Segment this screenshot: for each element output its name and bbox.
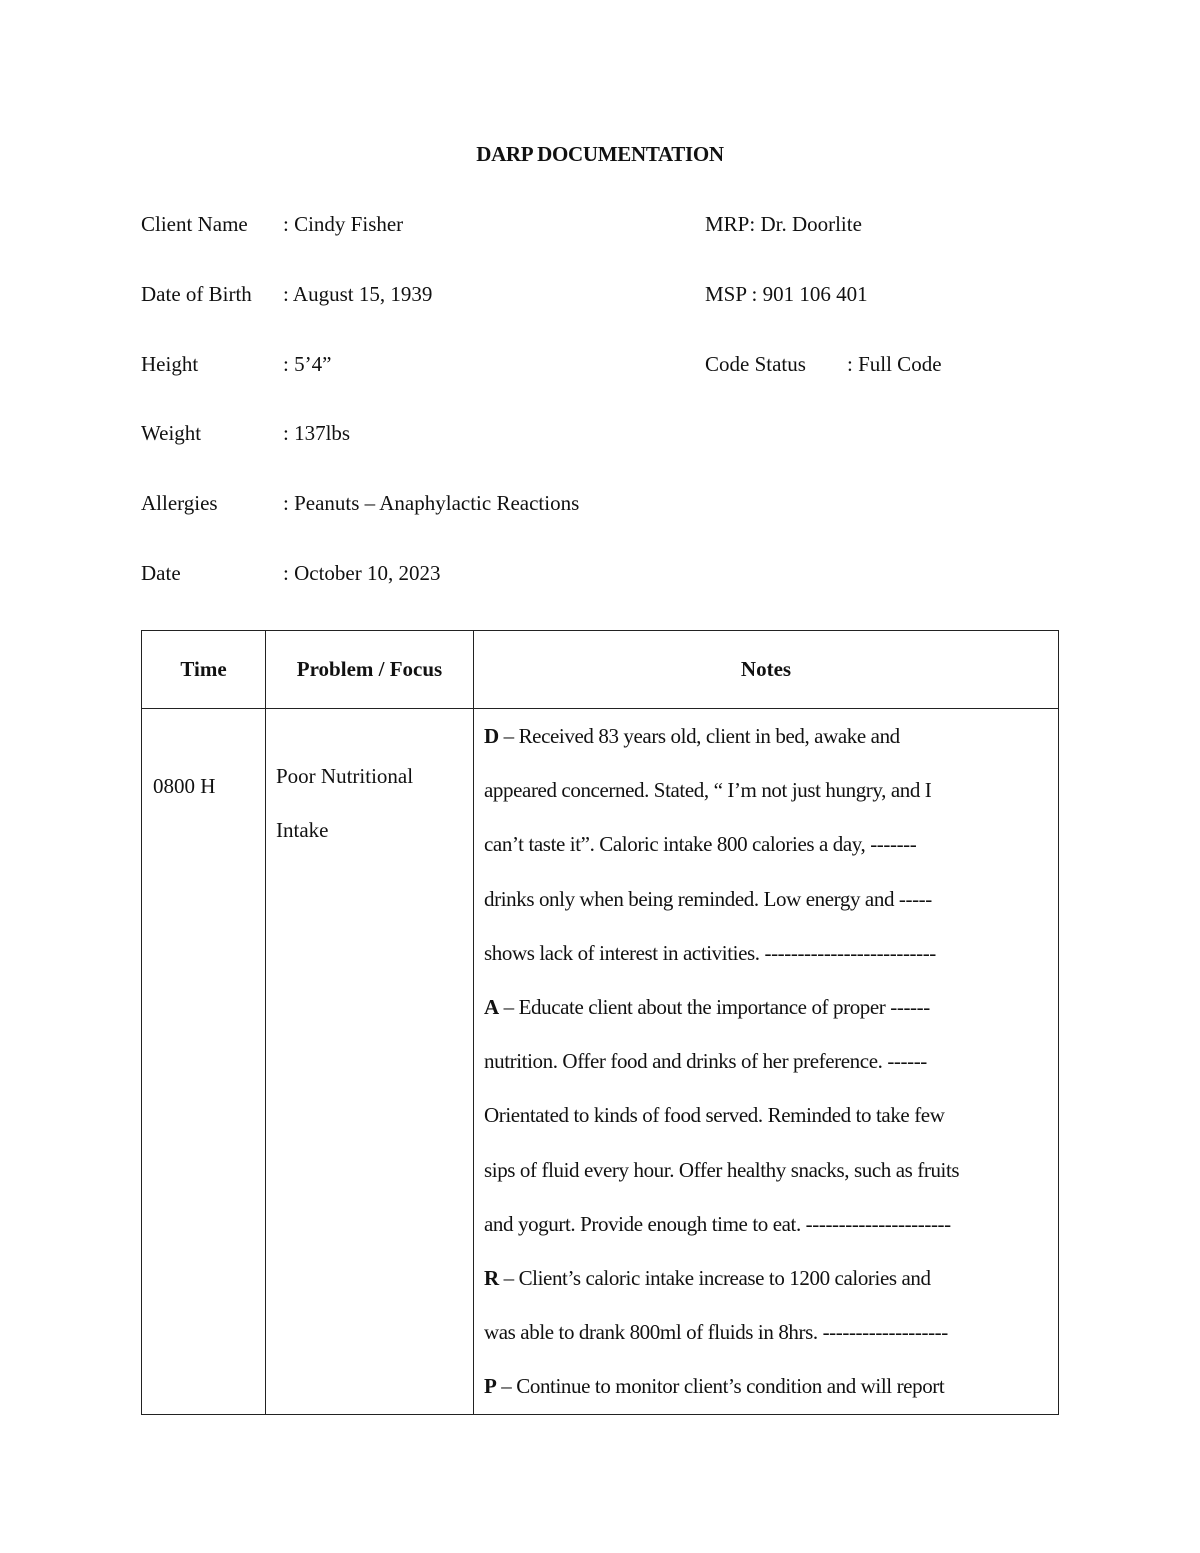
plan-letter: P bbox=[484, 1374, 497, 1399]
table-row bbox=[142, 709, 1059, 1415]
header-problem: Problem / Focus bbox=[266, 631, 474, 709]
response-letter: R bbox=[484, 1266, 499, 1291]
code-status-label: Code Status bbox=[705, 352, 806, 376]
allergies-label: Allergies bbox=[141, 491, 218, 515]
client-name-value: : Cindy Fisher bbox=[283, 212, 404, 236]
notes-line: Orientated to kinds of food served. Reminded to take few bbox=[484, 1103, 945, 1128]
date-value: : October 10, 2023 bbox=[283, 561, 441, 585]
height-label: Height bbox=[141, 352, 199, 376]
problem-line-1: Poor Nutritional bbox=[276, 764, 414, 788]
problem-line-2: Intake bbox=[276, 818, 329, 842]
notes-line bbox=[484, 980, 1048, 1034]
notes-line: appeared concerned. Stated, “ I’m not just hungry, and I bbox=[484, 778, 932, 803]
document-title: DARP DOCUMENTATION bbox=[476, 142, 724, 166]
notes-line bbox=[484, 1359, 1048, 1413]
dob-value: : August 15, 1939 bbox=[283, 282, 433, 306]
notes-text: – Received 83 years old, client in bed, awake and bbox=[498, 724, 900, 748]
height-value: : 5’4” bbox=[283, 352, 332, 376]
msp-text: MSP : 901 106 401 bbox=[705, 282, 868, 306]
date-label: Date bbox=[141, 561, 181, 585]
mrp-text: MRP: Dr. Doorlite bbox=[705, 212, 862, 236]
notes-line: nutrition. Offer food and drinks of her preference. ------ bbox=[484, 1049, 927, 1074]
allergies-value: : Peanuts – Anaphylactic Reactions bbox=[283, 491, 580, 515]
notes-text: – Educate client about the importance of proper ------ bbox=[498, 995, 930, 1020]
code-status-value: : Full Code bbox=[847, 352, 942, 376]
notes-line: can’t taste it”. Caloric intake 800 calories a day, ------- bbox=[484, 832, 917, 857]
notes-line: was able to drank 800ml of fluids in 8hrs. ------------------- bbox=[484, 1320, 948, 1345]
header-notes: Notes bbox=[474, 631, 1059, 709]
table-header-row bbox=[142, 631, 1059, 709]
notes-line bbox=[484, 1251, 1048, 1305]
notes-line: shows lack of interest in activities. -------------------------- bbox=[484, 940, 936, 965]
time-value: 0800 H bbox=[153, 774, 216, 798]
problem-cell bbox=[266, 709, 474, 1415]
notes-cell bbox=[474, 709, 1059, 1415]
header-time: Time bbox=[142, 631, 266, 709]
notes-line: drinks only when being reminded. Low energy and ----- bbox=[484, 886, 932, 911]
time-cell bbox=[142, 709, 266, 1415]
darp-table bbox=[141, 630, 1059, 1415]
notes-text: – Client’s caloric intake increase to 1200 calories and bbox=[498, 1266, 931, 1291]
action-letter: A bbox=[484, 995, 499, 1020]
data-letter: D bbox=[484, 724, 499, 748]
weight-label: Weight bbox=[141, 421, 202, 445]
client-name-label: Client Name bbox=[141, 212, 248, 236]
notes-line: sips of fluid every hour. Offer healthy snacks, such as fruits bbox=[484, 1157, 960, 1182]
notes-line: and yogurt. Provide enough time to eat. ---------------------- bbox=[484, 1211, 951, 1236]
weight-value: : 137lbs bbox=[283, 421, 351, 445]
dob-label: Date of Birth bbox=[141, 282, 252, 306]
notes-text: – Continue to monitor client’s condition and will report bbox=[496, 1374, 945, 1399]
notes-line bbox=[484, 709, 1048, 763]
